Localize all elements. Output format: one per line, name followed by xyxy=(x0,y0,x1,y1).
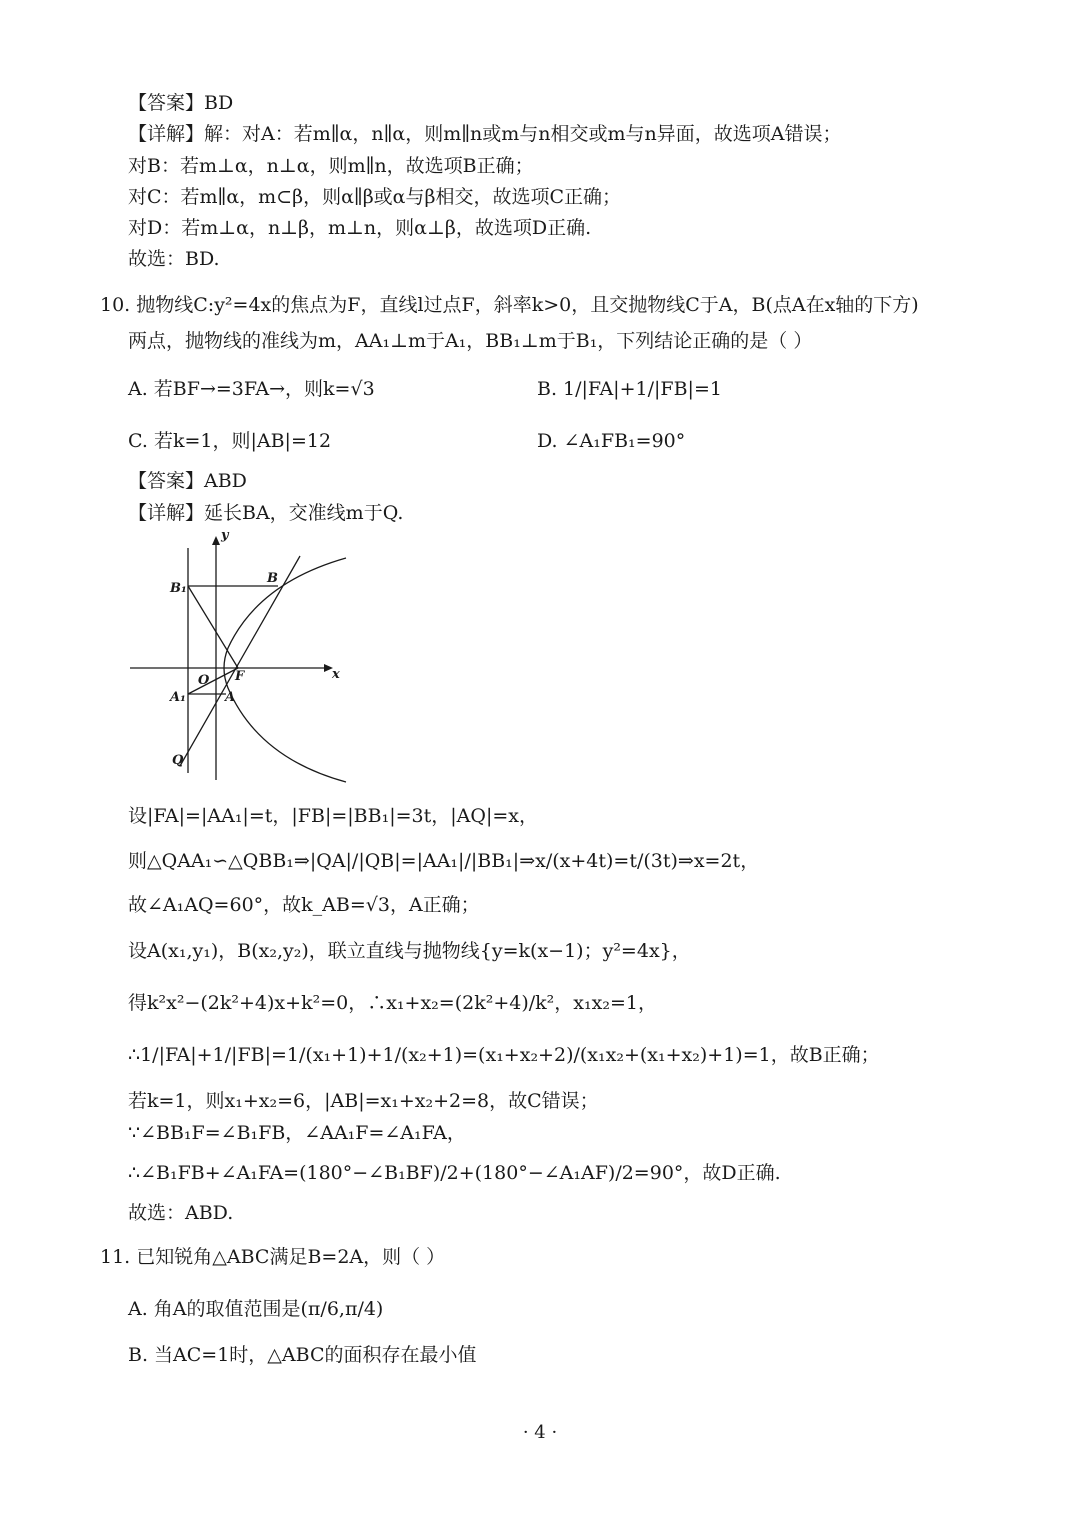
parabola-figure xyxy=(128,528,350,786)
segment-b1f xyxy=(188,586,238,668)
q9-option-c-analysis: 对C：若m∥α，m⊂β，则α∥β或α与β相交，故选项C正确； xyxy=(128,186,622,208)
q10-detail: 【详解】延长BA，交准线m于Q. xyxy=(128,502,404,524)
q10-step4: 设A(x₁,y₁)，B(x₂,y₂)，联立直线与抛物线{y=k(x−1)；y²=4x}， xyxy=(128,940,691,962)
q10-step9: ∴∠B₁FB+∠A₁FA=(180°−∠B₁BF)/2+(180°−∠A₁AF)/2=90°，故D正确. xyxy=(128,1162,781,1184)
q9-answer: 【答案】BD xyxy=(128,92,234,114)
q9-choose: 故选：BD. xyxy=(128,248,220,270)
q10-step7: 若k=1，则x₁+x₂=6，|AB|=x₁+x₂+2=8，故C错误； xyxy=(128,1090,599,1112)
q11-stem: 11. 已知锐角△ABC满足B=2A，则（ ） xyxy=(100,1246,446,1268)
q10-option-b: B. 1/|FA|+1/|FB|=1 xyxy=(537,378,722,400)
q10-step2: 则△QAA₁∽△QBB₁⇒|QA|/|QB|=|AA₁|/|BB₁|⇒x/(x+4t)=t/(3t)⇒x=2t， xyxy=(128,850,760,872)
label-b: B xyxy=(267,571,278,586)
q10-option-c: C. 若k=1，则|AB|=12 xyxy=(128,430,332,452)
q10-option-a: A. 若BF→=3FA→，则k=√3 xyxy=(128,378,375,400)
q10-step8: ∵∠BB₁F=∠B₁FB，∠AA₁F=∠A₁FA， xyxy=(128,1122,466,1144)
q9-detail: 【详解】解：对A：若m∥α，n∥α，则m∥n或m与n相交或m与n异面，故选项A错误； xyxy=(128,123,842,145)
y-axis-arrow xyxy=(212,536,220,545)
q10-step3: 故∠A₁AQ=60°，故k_AB=√3，A正确； xyxy=(128,894,480,916)
q10-stem-line2: 两点，抛物线的准线为m，AA₁⊥m于A₁，BB₁⊥m于B₁，下列结论正确的是（ ） xyxy=(128,330,813,352)
q10-step5: 得k²x²−(2k²+4)x+k²=0，∴x₁+x₂=(2k²+4)/k²，x₁x₂=1， xyxy=(128,992,657,1014)
label-q: Q xyxy=(172,753,184,768)
label-f: F xyxy=(235,669,245,684)
label-o: O xyxy=(198,673,210,688)
q11-option-a: A. 角A的取值范围是(π/6,π/4) xyxy=(128,1298,384,1320)
q10-step1: 设|FA|=|AA₁|=t，|FB|=|BB₁|=3t，|AQ|=x， xyxy=(128,805,538,827)
q10-stem-line1: 10. 抛物线C:y²=4x的焦点为F，直线l过点F，斜率k>0，且交抛物线C于A，B(点A在x轴的下方) xyxy=(100,294,919,316)
q10-option-d: D. ∠A₁FB₁=90° xyxy=(537,430,686,452)
q9-option-d-analysis: 对D：若m⊥α，n⊥β，m⊥n，则α⊥β，故选项D正确. xyxy=(128,217,592,239)
label-b1: B₁ xyxy=(170,581,187,596)
q10-choose: 故选：ABD. xyxy=(128,1202,234,1224)
label-a: A xyxy=(225,690,236,705)
q9-option-b-analysis: 对B：若m⊥α，n⊥α，则m∥n，故选项B正确； xyxy=(128,155,534,177)
q10-step6: ∴1/|FA|+1/|FB|=1/(x₁+1)+1/(x₂+1)=(x₁+x₂+2)/(x₁x₂+(x₁+x₂)+1)=1，故B正确； xyxy=(128,1044,880,1066)
label-x: x xyxy=(332,667,340,682)
q10-answer: 【答案】ABD xyxy=(128,470,247,492)
page-number: · 4 · xyxy=(522,1422,558,1443)
label-a1: A₁ xyxy=(170,690,186,705)
line-l xyxy=(180,556,300,766)
label-y: y xyxy=(221,528,229,543)
q11-option-b: B. 当AC=1时，△ABC的面积存在最小值 xyxy=(128,1344,477,1366)
